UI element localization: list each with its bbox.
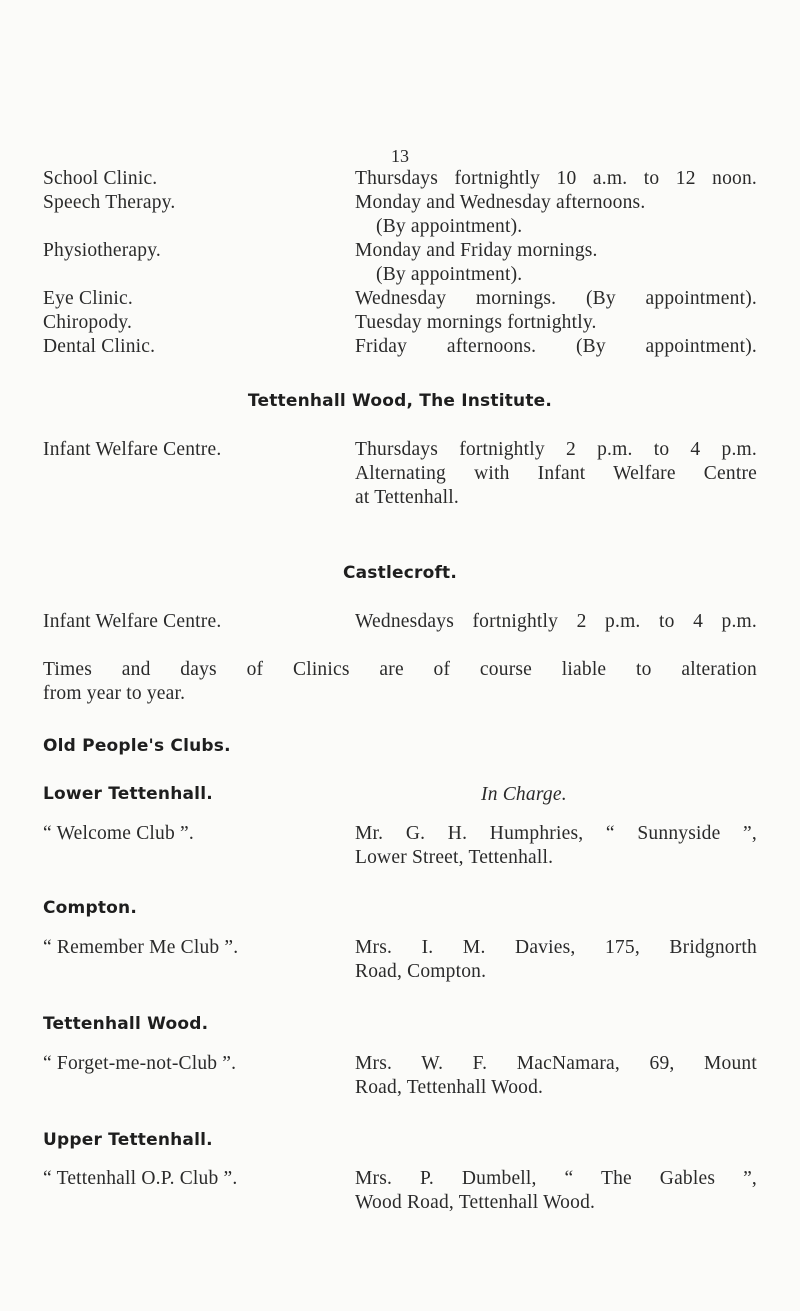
- clinic-name-school: School Clinic.: [43, 168, 158, 189]
- club-area: Lower Tettenhall.: [43, 784, 213, 804]
- castlecroft-time: Wednesdays fortnightly 2 p.m. to 4 p.m.: [355, 611, 757, 632]
- club-contact-line-2: Lower Street, Tettenhall.: [355, 847, 554, 868]
- tettenhall-wood-heading: Tettenhall Wood, The Institute.: [247, 391, 553, 411]
- club-name: “ Welcome Club ”.: [43, 823, 194, 844]
- club-area: Tettenhall Wood.: [43, 1014, 209, 1034]
- club-area: Compton.: [43, 898, 138, 918]
- clinic-time-physio-note: (By appointment).: [376, 264, 523, 285]
- note-line-2: from year to year.: [43, 683, 186, 704]
- club-contact-line-1: Mrs. I. M. Davies, 175, Bridgnorth: [355, 937, 757, 958]
- clinic-time-speech-note: (By appointment).: [376, 216, 523, 237]
- club-contact-line-1: Mrs. P. Dumbell, “ The Gables ”,: [355, 1168, 757, 1189]
- club-contact-line-1: Mrs. W. F. MacNamara, 69, Mount: [355, 1053, 757, 1074]
- clinic-name-dental: Dental Clinic.: [43, 336, 156, 357]
- clinic-time-chiropody: Tuesday mornings fortnightly.: [355, 312, 597, 333]
- clinic-name-speech: Speech Therapy.: [43, 192, 176, 213]
- clinic-time-school: Thursdays fortnightly 10 a.m. to 12 noon.: [355, 168, 757, 189]
- clinic-time-speech: Monday and Wednesday afternoons.: [355, 192, 646, 213]
- club-contact-line-2: Road, Compton.: [355, 961, 487, 982]
- club-contact-line-2: Wood Road, Tettenhall Wood.: [355, 1192, 596, 1213]
- tettenhall-wood-time: Thursdays fortnightly 2 p.m. to 4 p.m.: [355, 439, 757, 460]
- clinic-time-eye: Wednesday mornings. (By appointment).: [355, 288, 757, 309]
- club-area: Upper Tettenhall.: [43, 1130, 213, 1150]
- clinic-time-dental: Friday afternoons. (By appointment).: [355, 336, 757, 357]
- club-name: “ Forget-me-not-Club ”.: [43, 1053, 237, 1074]
- note-line-1: Times and days of Clinics are of course liable to alteration: [43, 659, 757, 680]
- clinic-name-eye: Eye Clinic.: [43, 288, 133, 309]
- tettenhall-wood-location: at Tettenhall.: [355, 487, 459, 508]
- tettenhall-wood-alternating: Alternating with Infant Welfare Centre: [355, 463, 757, 484]
- castlecroft-heading: Castlecroft.: [342, 563, 458, 583]
- club-name: “ Remember Me Club ”.: [43, 937, 239, 958]
- club-contact-line-1: Mr. G. H. Humphries, “ Sunnyside ”,: [355, 823, 757, 844]
- club-name: “ Tettenhall O.P. Club ”.: [43, 1168, 238, 1189]
- clinic-name-chiropody: Chiropody.: [43, 312, 133, 333]
- castlecroft-centre-name: Infant Welfare Centre.: [43, 611, 222, 632]
- in-charge-label: In Charge.: [481, 784, 567, 805]
- clinic-name-physio: Physiotherapy.: [43, 240, 161, 261]
- old-peoples-clubs-heading: Old People's Clubs.: [43, 736, 231, 756]
- clinic-time-physio: Monday and Friday mornings.: [355, 240, 598, 261]
- tettenhall-wood-centre-name: Infant Welfare Centre.: [43, 439, 222, 460]
- club-contact-line-2: Road, Tettenhall Wood.: [355, 1077, 544, 1098]
- page-number: 13: [391, 146, 409, 166]
